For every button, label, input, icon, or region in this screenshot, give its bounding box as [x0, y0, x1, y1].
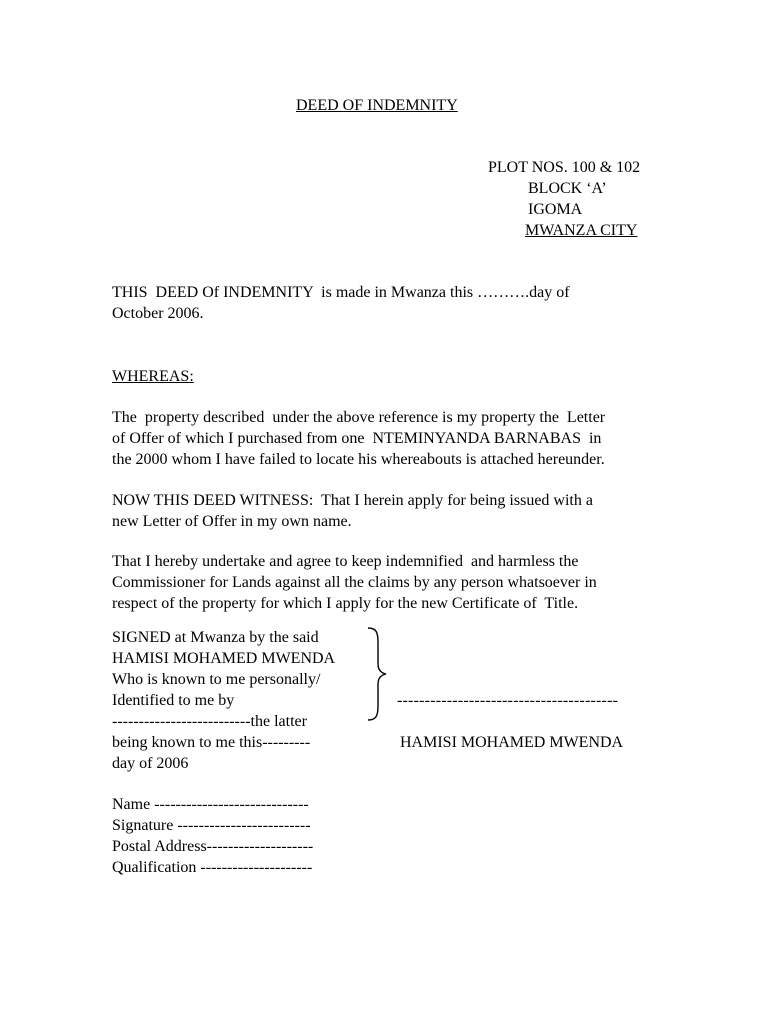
- signature-line: ----------------------------------------: [397, 692, 619, 709]
- signing-line: Who is known to me personally/: [112, 671, 321, 688]
- intro-paragraph: [112, 282, 660, 324]
- witness-signature-field: Signature -------------------------: [112, 817, 311, 834]
- witness-qualification-field: Qualification ---------------------: [112, 859, 313, 876]
- paragraph-line: the 2000 whom I have failed to locate his whereabouts is attached hereunder.: [112, 451, 605, 468]
- witness-details: [112, 794, 412, 878]
- witness-postal-address-field: Postal Address--------------------: [112, 838, 314, 855]
- signatory-name: HAMISI MOHAMED MWENDA: [400, 734, 624, 751]
- whereas-heading: WHEREAS:: [112, 368, 194, 385]
- signing-line: being known to me this---------: [112, 734, 311, 751]
- intro-line: October 2006.: [112, 305, 204, 322]
- signing-line: SIGNED at Mwanza by the said: [112, 629, 319, 646]
- witness-name-field: Name -----------------------------: [112, 796, 309, 813]
- signing-line: HAMISI MOHAMED MWENDA: [112, 650, 336, 667]
- address-block: BLOCK ‘A’: [528, 180, 607, 197]
- address-city: MWANZA CITY: [525, 222, 638, 239]
- document-title: DEED OF INDEMNITY: [296, 97, 458, 114]
- paragraph-line: of Offer of which I purchased from one NTEMINYANDA BARNABAS in: [112, 430, 602, 447]
- paragraph-line: Commissioner for Lands against all the claims by any person whatsoever in: [112, 574, 597, 591]
- signing-line: Identified to me by: [112, 692, 235, 709]
- intro-line: THIS DEED Of INDEMNITY is made in Mwanza this ……….day of: [112, 284, 570, 301]
- address-plot: PLOT NOS. 100 & 102: [488, 159, 641, 176]
- curly-brace: [364, 626, 394, 722]
- witness-paragraph: [112, 490, 660, 532]
- paragraph-line: new Letter of Offer in my own name.: [112, 513, 352, 530]
- signing-line: day of 2006: [112, 755, 189, 772]
- paragraph-line: That I hereby undertake and agree to keep indemnified and harmless the: [112, 553, 579, 570]
- paragraph-line: NOW THIS DEED WITNESS: That I herein apply for being issued with a: [112, 492, 593, 509]
- signing-line: --------------------------the latter: [112, 713, 307, 730]
- address-area: IGOMA: [528, 201, 583, 218]
- paragraph-line: The property described under the above reference is my property the Letter: [112, 409, 606, 426]
- whereas-paragraph: [112, 407, 660, 470]
- paragraph-line: respect of the property for which I apply for the new Certificate of Title.: [112, 595, 579, 612]
- signing-clause: [112, 627, 372, 774]
- undertaking-paragraph: [112, 551, 660, 614]
